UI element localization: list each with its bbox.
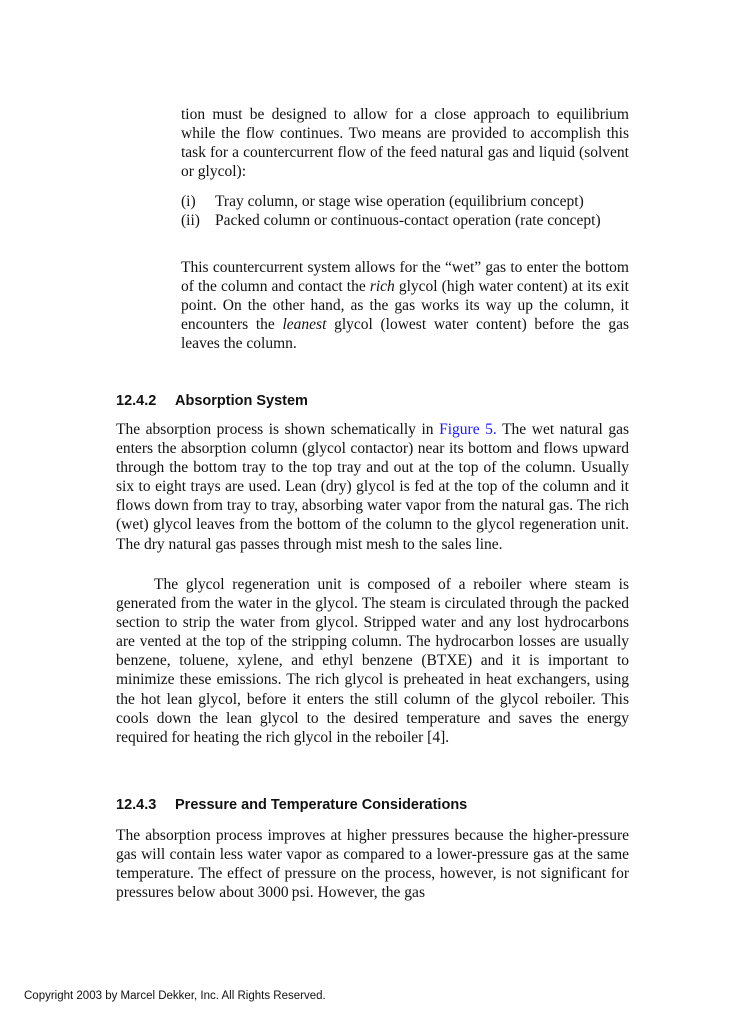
list-item-number: (i): [181, 193, 196, 210]
list-item-text: Tray column, or stage wise operation (equilibrium concept): [215, 193, 584, 210]
list-item: [181, 192, 629, 211]
figure-5-link[interactable]: Figure 5.: [439, 421, 497, 438]
section-title: Pressure and Temperature Considerations: [175, 797, 468, 813]
list-item: [181, 211, 629, 230]
section-heading-absorption: [116, 393, 308, 409]
absorption-paragraph-2: The glycol regeneration unit is composed of a reboiler where steam is generated from the water in the glycol. The steam is circulated through the packed section to strip the water from glycol. Stripped water and any lost hydrocarbons are vented at the top of the stripping column. The hydrocarbon losses are usually benzene, toluene, xylene, and ethyl benzene (BTXE) and it is important to minimize these emissions. The rich glycol is preheated in heat exchangers, using the hot lean glycol, before it enters the still column of the glycol reboiler. This cools down the lean glycol to the desired temperature and saves the energy required for heating the rich glycol in the reboiler [4].: [116, 576, 629, 746]
pressure-paragraph-1: The absorption process improves at higher pressures because the higher-pressure gas will contain less water vapor as compared to a lower-pressure gas at the same temperature. The effect of pressure on the process, however, is not significant for pressures below about 3000 psi. However, the gas: [116, 827, 629, 902]
copyright-notice: Copyright 2003 by Marcel Dekker, Inc. All Rights Reserved.: [24, 990, 326, 1002]
list-item-text: Packed column or continuous-contact operation (rate concept): [215, 212, 601, 230]
list-item-number: (ii): [181, 212, 200, 230]
emphasis-leanest: leanest: [282, 316, 327, 334]
intro-paragraph-1: tion must be designed to allow for a close approach to equilibrium while the flow continues. Two means are provided to accomplish this task for a countercurrent flow of the feed natural gas and liquid (solvent or glycol):: [181, 106, 629, 181]
section-number: 12.4.2: [116, 393, 157, 409]
emphasis-rich: rich: [369, 278, 395, 296]
text-run: glycol (high water content) at its exit point. On the other hand, as the gas works its way up the column, it encounters the: [181, 278, 629, 334]
section-title: Absorption System: [175, 393, 308, 409]
absorption-paragraph-1: [116, 420, 629, 554]
intro-paragraph-2: [181, 258, 629, 353]
method-list: [181, 192, 629, 230]
section-heading-pressure-temperature: [116, 797, 467, 813]
text-run: The wet natural gas enters the absorption column (glycol contactor) near its bottom and flows upward through the bottom tray to the top tray and out at the top of the column. Usually six to eight trays are used. Lean (dry) glycol is fed at the top of the column and it flows down from tray to tray, absorbing water vapor from the natural gas. The rich (wet) glycol leaves from the bottom of the column to the glycol regeneration unit. The dry natural gas passes through mist mesh to the sales line.: [116, 421, 629, 553]
text-run: This countercurrent system allows for the “wet” gas to enter the bottom of the column and contact the: [181, 259, 629, 296]
text-run: The absorption process is shown schematically in: [116, 421, 440, 438]
section-number: 12.4.3: [116, 797, 157, 813]
text-run: glycol (lowest water content) before the gas leaves the column.: [181, 316, 629, 353]
